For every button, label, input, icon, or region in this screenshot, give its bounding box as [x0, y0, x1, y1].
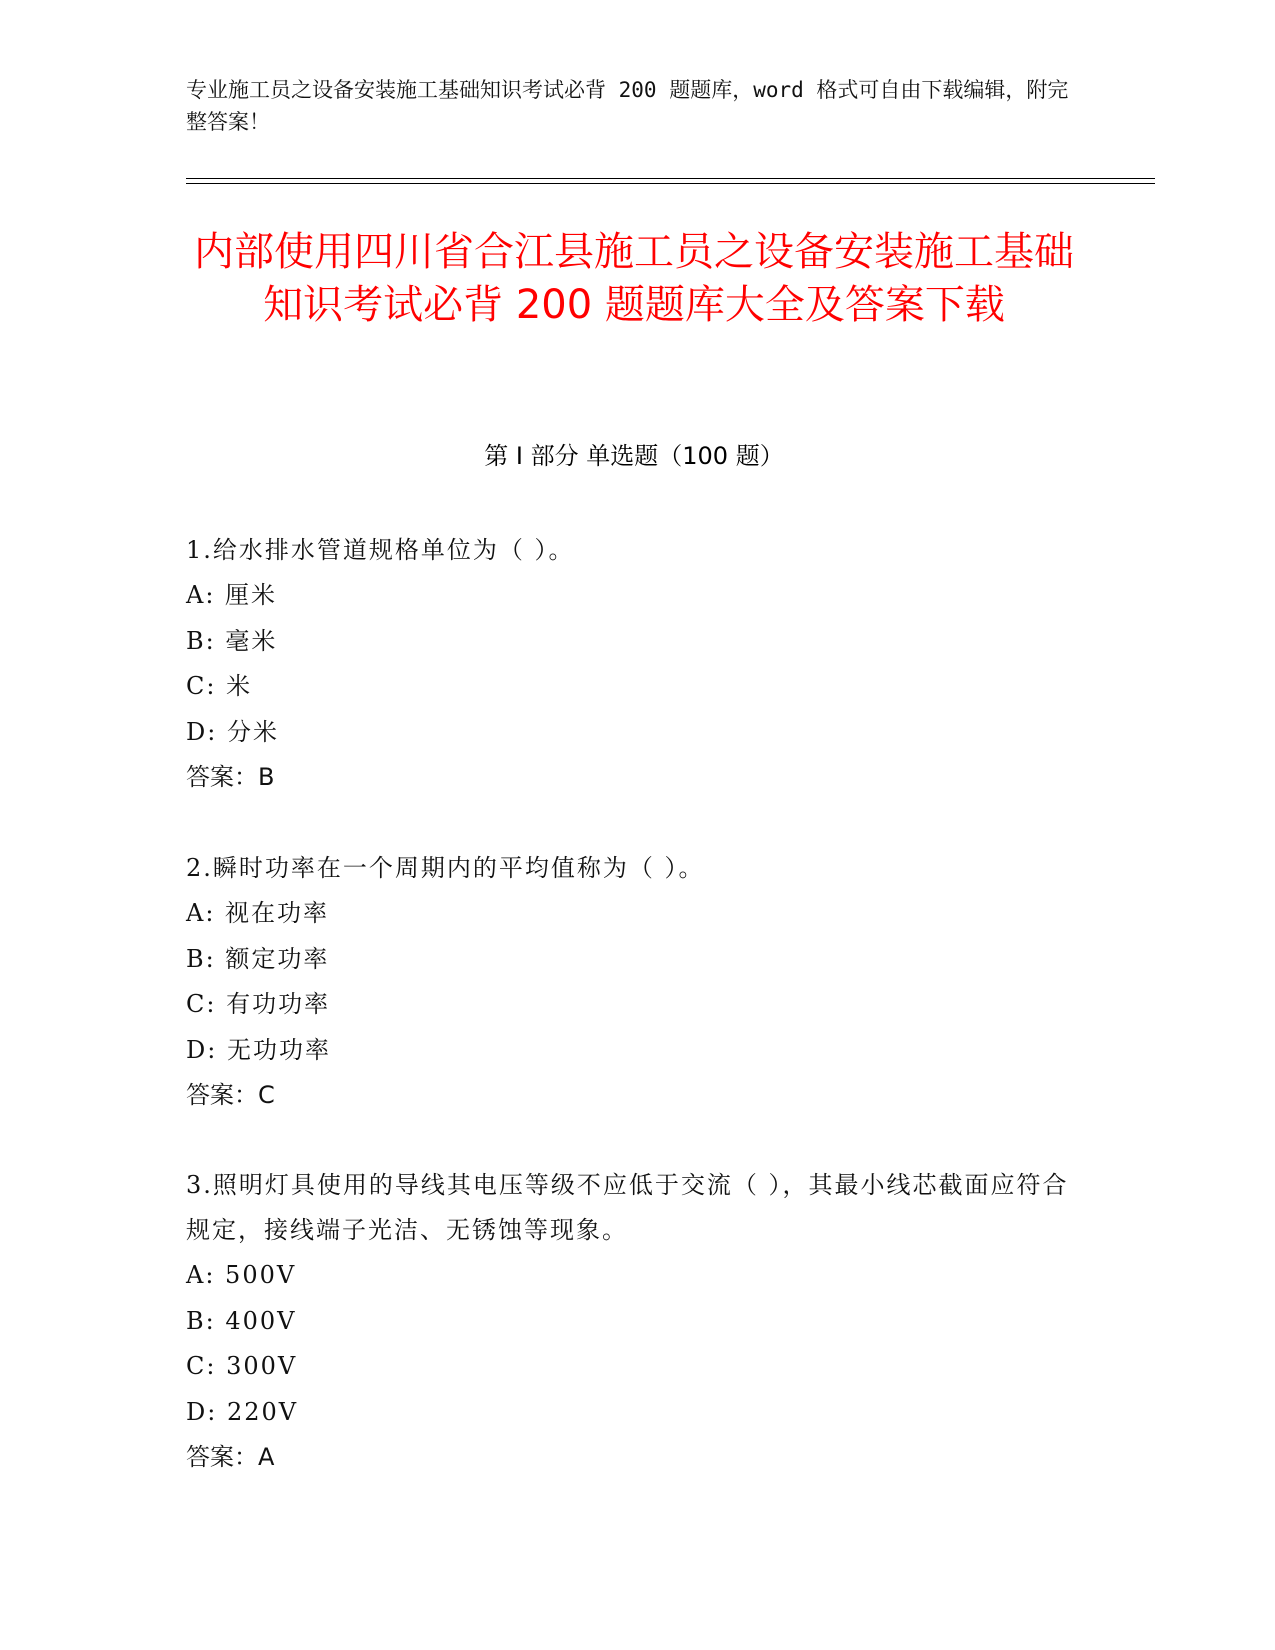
option-a: A: 厘米	[186, 581, 278, 609]
option-d: D: 分米	[186, 717, 279, 746]
option-a: A: 500V	[186, 1261, 297, 1289]
header-rule-top	[186, 178, 1155, 179]
option-b: B: 毫米	[186, 626, 278, 655]
option-c: C: 有功功率	[186, 990, 331, 1018]
section-title: 第 I 部分 单选题（100 题）	[484, 442, 784, 470]
header-note: 专业施工员之设备安装施工基础知识考试必背 200 题题库，word 格式可自由下载编辑，附完整答案！	[186, 78, 1069, 134]
option-c: C: 米	[186, 672, 253, 700]
header-rule-bottom	[186, 183, 1155, 184]
option-b: B: 额定功率	[186, 944, 330, 973]
option-c: C: 300V	[186, 1352, 298, 1380]
option-d: D: 无功功率	[186, 1035, 331, 1064]
question-stem: 3.照明灯具使用的导线其电压等级不应低于交流（ ），其最小线芯截面应符合规定，接线端子光洁、无锈蚀等现象。	[186, 1171, 1069, 1244]
question-stem: 2.瞬时功率在一个周期内的平均值称为（ ）。	[186, 854, 705, 882]
question-2	[186, 846, 1086, 1118]
document-title: 内部使用四川省合江县施工员之设备安装施工基础知识考试必背 200 题题库大全及答案下载	[194, 229, 1074, 328]
question-3	[186, 1163, 1086, 1480]
answer: 答案：C	[186, 1081, 275, 1109]
answer: 答案：B	[186, 763, 275, 791]
question-1	[186, 528, 1086, 800]
option-a: A: 视在功率	[186, 899, 330, 927]
answer: 答案：A	[186, 1443, 275, 1471]
question-stem: 1.给水排水管道规格单位为（ ）。	[186, 536, 575, 564]
option-d: D: 220V	[186, 1397, 299, 1426]
option-b: B: 400V	[186, 1306, 297, 1335]
